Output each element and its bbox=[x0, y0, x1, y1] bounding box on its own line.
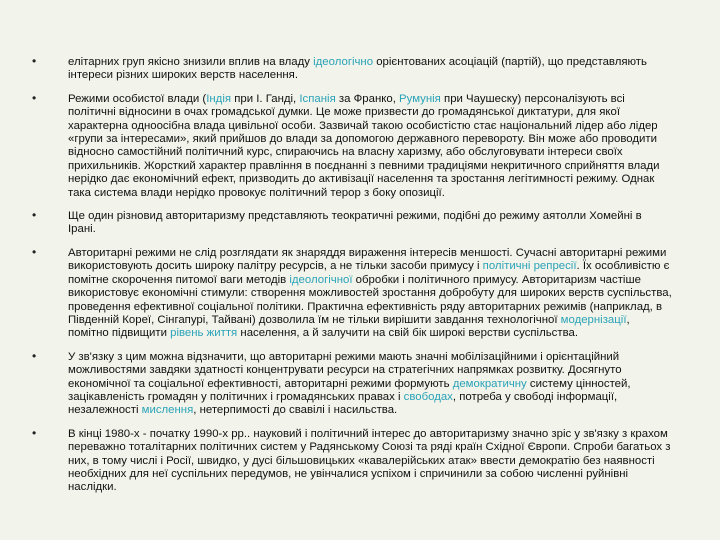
bullet-icon: • bbox=[32, 348, 37, 363]
hyperlink[interactable]: ідеологічної bbox=[289, 273, 353, 286]
paragraph-text: населення, а й залучити на свій бік широкі верстви суспільства. bbox=[237, 327, 579, 340]
hyperlink[interactable]: Індія bbox=[206, 92, 232, 105]
paragraph-text: Режими особистої влади ( bbox=[68, 92, 207, 105]
paragraph-text: В кінці 1980-х - початку 1990-х рр.. науковий і політичний інтерес до авторитаризму значно зріс у зв'язку з крахом переважно тоталітарних політичних систем у Радянському Союзі та ряді країн Східної Європи. Спроби багатьох з них, в тому числі і Росії, швидко, у дусі більшовицьких «кавалерійських атак» ввести демократію без наявності необхідних для неї суспільних передумов, не увінчалися успіхом і спричинили за собою численні руйнівні наслідки. bbox=[68, 427, 671, 494]
paragraph-text: систему цінностей, зацікавленість громадян у політичних і громадянських правах і bbox=[68, 377, 631, 403]
paragraph-text: , потреба у свободі інформації, незалежності bbox=[68, 390, 618, 417]
paragraph-text: . Їх особливістю є помітне скорочення питомої ваги методів bbox=[68, 260, 670, 286]
hyperlink[interactable]: мислення bbox=[141, 404, 194, 417]
paragraph-text: орієнтованих асоціацій (партій), що представляють інтереси різних широких верств населення. bbox=[68, 56, 647, 82]
paragraph-text: елітарних груп якісно знизили вплив на владу bbox=[68, 56, 314, 68]
paragraph-5 bbox=[32, 348, 672, 418]
paragraph-2 bbox=[32, 90, 672, 200]
paragraph-text: обробки і політичного примусу. Авторитаризм частіше використовує економічні стимули: створення можливостей зростання добробуту для широких верств суспільства, проведення ефективної соціальної політики. Практична ефективність ряду авторитарних режимів (наприклад, в Південній Кореї, Сінгапурі, Тайвані) дозволила їм не тільки вирішити завдання технологічної bbox=[68, 273, 672, 326]
bullet-icon: • bbox=[32, 54, 37, 68]
hyperlink[interactable]: модернізації bbox=[560, 313, 627, 326]
paragraph-text: при І. Ганді, bbox=[231, 92, 300, 105]
paragraph-text: Ще один різновид авторитаризму представляють теократичні режими, подібні до режиму аятолли Хомейні в Ірані. bbox=[68, 210, 642, 236]
hyperlink[interactable]: політичні репресії bbox=[482, 260, 577, 273]
paragraph-text: , помітно підвищити bbox=[68, 313, 630, 340]
paragraph-4 bbox=[32, 244, 672, 341]
bullet-list bbox=[32, 56, 672, 505]
paragraph-text: за Франко, bbox=[335, 92, 400, 105]
bullet-icon: • bbox=[32, 208, 37, 223]
paragraph-text: при Чаушеску) персоналізують всі політичні відносини в очах громадської думки. Це може призвести до громадянської диктатури, для якої характерна одноосібна влада цивільної особи. Зазвичай такою особистістю стає національний лідер або лідер «групи за інтересами», який прийшов до влади за допомогою державного перевороту. Він може або проводити відносно самостійний політичний курс, спираючись на власну харизму, або обслуговувати інтереси своїх прихильників. Жорсткий характер правління в поєднанні з певними традиціями некритичного сприйняття влади нерідко дає економічний ефект, призводить до активізації населення та зростання легітимності режиму. Однак така система влади нерідко провокує політичний терор з боку опозиції. bbox=[68, 92, 660, 199]
hyperlink[interactable]: свободах bbox=[403, 390, 453, 403]
hyperlink[interactable]: Румунія bbox=[399, 92, 441, 105]
hyperlink[interactable]: демократичну bbox=[452, 377, 527, 390]
paragraph-text: У зв'язку з цим можна відзначити, що авторитарні режими мають значні мобілізаційними і орієнтаційний можливостями завдяки здатності концентрувати ресурси на стратегічних напрямках розвитку. Досягнуто економічної та соціальної ефективності, авторитарні режими формують bbox=[68, 350, 622, 390]
paragraph-6 bbox=[32, 425, 672, 495]
paragraph-text: Авторитарні режими не слід розглядати як знаряддя вираження інтересів меншості. Сучасні авторитарні режими використовують досить широку палітру ресурсів, а не тільки засоби примусу і bbox=[68, 246, 667, 273]
bullet-icon: • bbox=[32, 425, 37, 440]
hyperlink[interactable]: Іспанія bbox=[299, 92, 336, 105]
paragraph-text: , нетерпимості до свавілі і насильства. bbox=[193, 404, 398, 417]
hyperlink[interactable]: ідеологічно bbox=[313, 56, 374, 68]
bullet-icon: • bbox=[32, 90, 37, 105]
hyperlink[interactable]: рівень життя bbox=[170, 327, 238, 340]
paragraph-1 bbox=[32, 56, 672, 83]
bullet-icon: • bbox=[32, 244, 37, 259]
paragraph-3 bbox=[32, 210, 672, 237]
